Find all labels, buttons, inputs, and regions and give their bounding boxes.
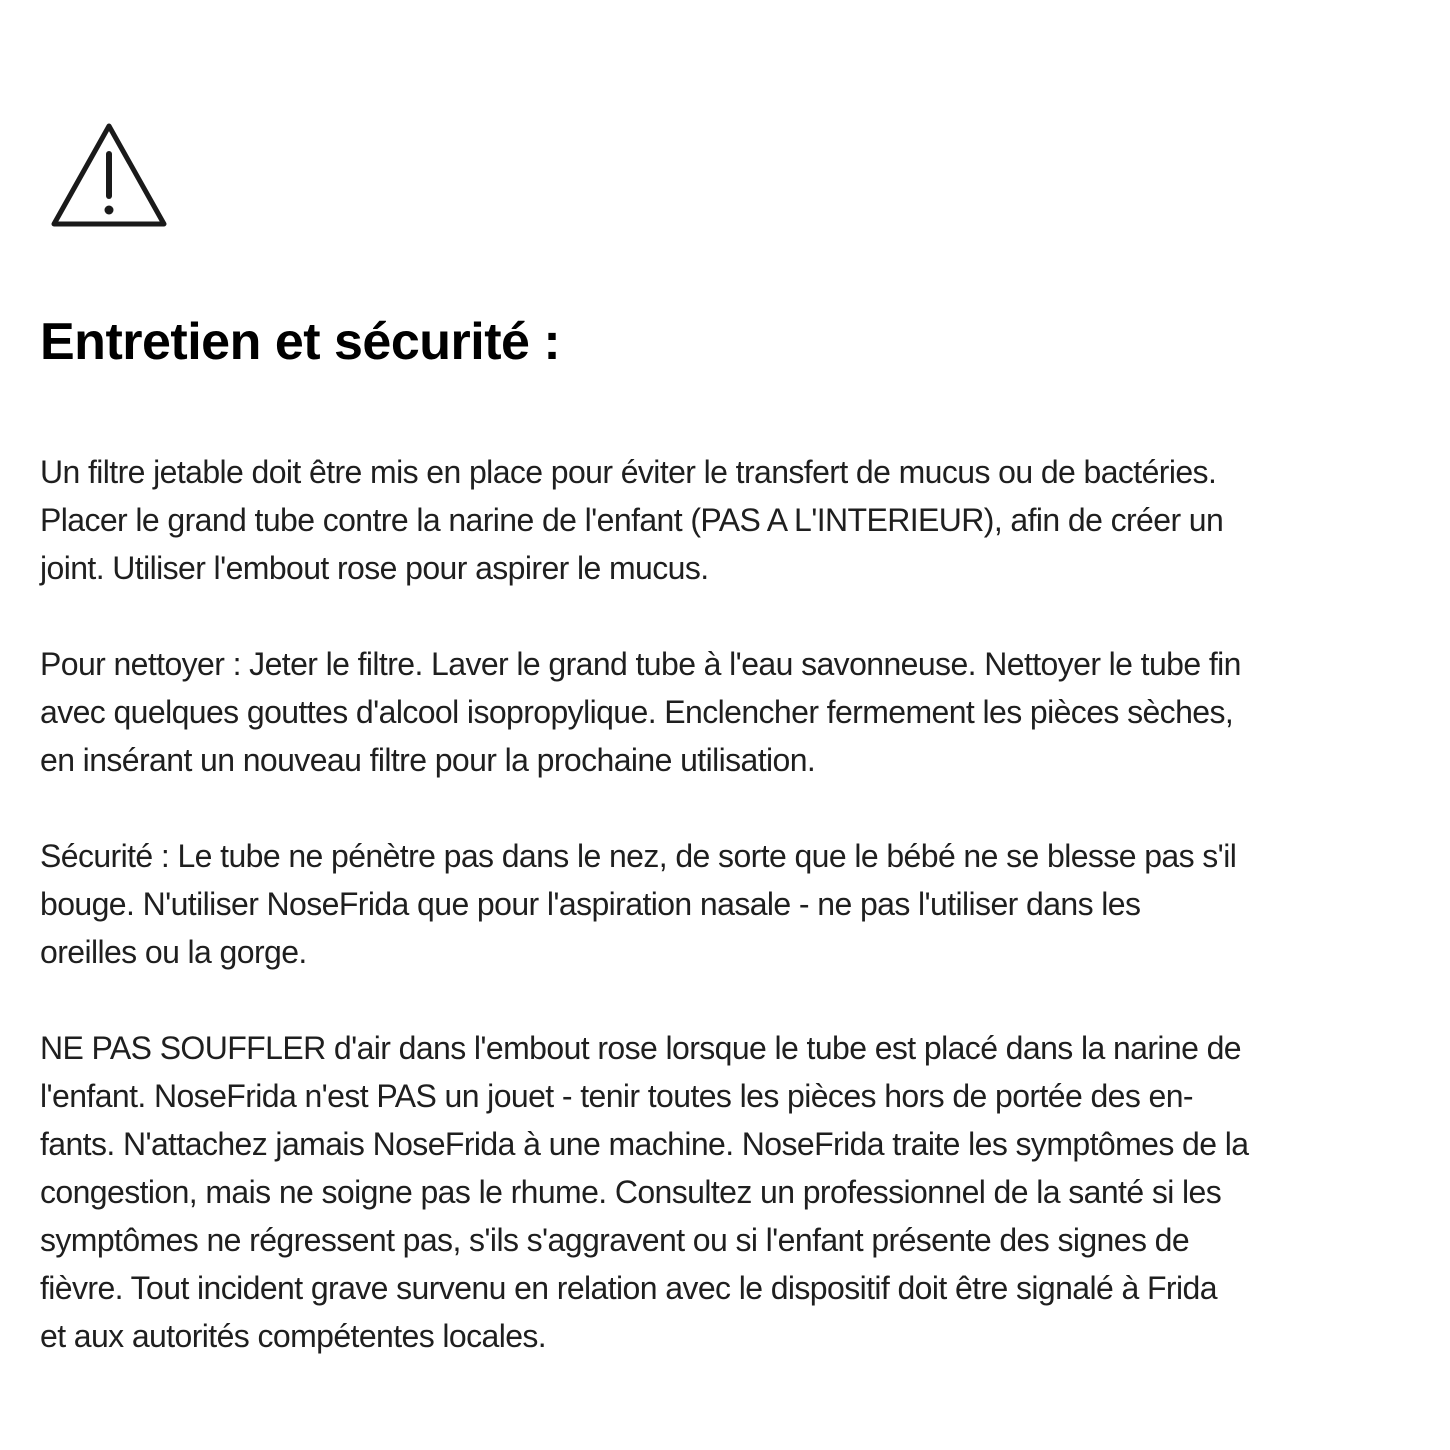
paragraph-warnings — [40, 1024, 1248, 1360]
text-line: symptômes ne régressent pas, s'ils s'aggravent ou si l'enfant présente des signes de — [40, 1222, 1190, 1258]
text-line: fièvre. Tout incident grave survenu en relation avec le dispositif doit être signalé à Frida — [40, 1270, 1217, 1306]
text-line: en insérant un nouveau filtre pour la prochaine utilisation. — [40, 742, 816, 778]
text-line: Un filtre jetable doit être mis en place pour éviter le transfert de mucus ou de bactéries. — [40, 454, 1217, 490]
text-line: bouge. N'utiliser NoseFrida que pour l'aspiration nasale - ne pas l'utiliser dans les — [40, 886, 1141, 922]
text-line: Pour nettoyer : Jeter le filtre. Laver le grand tube à l'eau savonneuse. Nettoyer le tube fin — [40, 646, 1241, 682]
text-line: et aux autorités compétentes locales. — [40, 1318, 547, 1354]
text-line: NE PAS SOUFFLER d'air dans l'embout rose lorsque le tube est placé dans la narine de — [40, 1030, 1241, 1066]
paragraph-cleaning — [40, 640, 1241, 784]
page-title: Entretien et sécurité : — [40, 313, 561, 371]
text-line: l'enfant. NoseFrida n'est PAS un jouet - tenir toutes les pièces hors de portée des en- — [40, 1078, 1193, 1114]
text-line: congestion, mais ne soigne pas le rhume. Consultez un professionnel de la santé si les — [40, 1174, 1222, 1210]
text-line: fants. N'attachez jamais NoseFrida à une machine. NoseFrida traite les symptômes de la — [40, 1126, 1249, 1162]
text-line: oreilles ou la gorge. — [40, 934, 307, 970]
paragraph-filter-usage — [40, 448, 1223, 592]
text-line: avec quelques gouttes d'alcool isopropylique. Enclencher fermement les pièces sèches, — [40, 694, 1234, 730]
text-line: Sécurité : Le tube ne pénètre pas dans le nez, de sorte que le bébé ne se blesse pas s'il — [40, 838, 1237, 874]
paragraph-safety — [40, 832, 1236, 976]
text-line: joint. Utiliser l'embout rose pour aspirer le mucus. — [40, 550, 709, 586]
text-line: Placer le grand tube contre la narine de l'enfant (PAS A L'INTERIEUR), afin de créer un — [40, 502, 1224, 538]
warning-icon — [48, 120, 170, 232]
